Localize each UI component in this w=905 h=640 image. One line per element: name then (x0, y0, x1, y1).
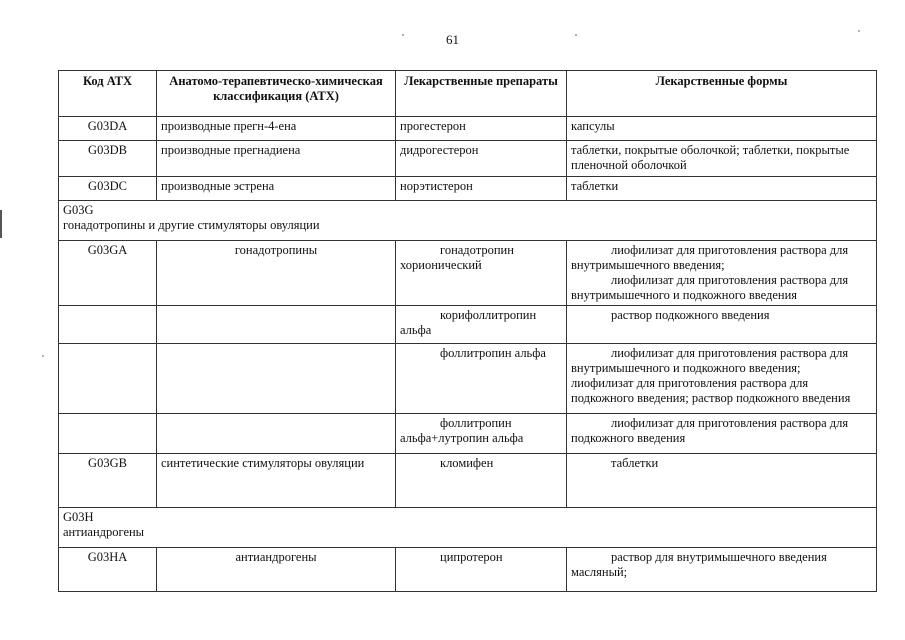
table-row (59, 344, 877, 414)
drug-form: раствор подкожного введения (567, 306, 877, 344)
drug-form-line: лиофилизат для приготовления раствора для внутримышечного введения; (571, 243, 849, 272)
atc-code: G03DC (59, 177, 157, 201)
atc-class: производные эстрена (157, 177, 396, 201)
table-row (59, 414, 877, 454)
drug-name: фоллитропин альфа (396, 344, 567, 414)
drug-form: таблетки (567, 177, 877, 201)
header-forms: Лекарственные формы (567, 71, 877, 117)
atc-class: производные прегнадиена (157, 141, 396, 177)
atc-code: G03HA (59, 548, 157, 592)
atc-code: G03GB (59, 454, 157, 508)
atc-class: гонадотропины (157, 241, 396, 306)
page-number: 61 (446, 32, 459, 47)
drug-name: норэтистерон (396, 177, 567, 201)
empty-cell (157, 344, 396, 414)
atc-table (58, 70, 877, 592)
atc-code: G03DA (59, 117, 157, 141)
empty-cell (157, 414, 396, 454)
table-row (59, 177, 877, 201)
drug-form-line: лиофилизат для приготовления раствора для внутримышечного и подкожного введения (571, 273, 849, 302)
section-code: G03G (63, 203, 94, 217)
section-row (59, 508, 877, 548)
atc-code: G03GA (59, 241, 157, 306)
drug-name: корифоллитропин альфа (396, 306, 567, 344)
atc-class: синтетические стимуляторы овуляции (157, 454, 396, 508)
drug-form: капсулы (567, 117, 877, 141)
section-code: G03H (63, 510, 94, 524)
section-title: гонадотропины и другие стимуляторы овуляции (63, 218, 320, 232)
section-title: антиандрогены (63, 525, 145, 539)
section-header (59, 201, 877, 241)
empty-cell (157, 306, 396, 344)
drug-name: прогестерон (396, 117, 567, 141)
table-row (59, 117, 877, 141)
section-header (59, 508, 877, 548)
scan-speck (858, 30, 860, 32)
drug-form: таблетки, покрытые оболочкой; таблетки, покрытые пленочной оболочкой (567, 141, 877, 177)
table-row (59, 241, 877, 306)
drug-name: дидрогестерон (396, 141, 567, 177)
drug-form: лиофилизат для приготовления раствора для подкожного введения (567, 414, 877, 454)
table-row (59, 141, 877, 177)
header-row (59, 71, 877, 117)
header-classification: Анатомо-терапевтическо-химическая классификация (АТХ) (157, 71, 396, 117)
drug-form: раствор для внутримышечного введения масляный; (567, 548, 877, 592)
drug-name: гонадотропин хорионический (396, 241, 567, 306)
drug-name: ципротерон (396, 548, 567, 592)
drug-form (567, 241, 877, 306)
table-row (59, 548, 877, 592)
drug-form-line: лиофилизат для приготовления раствора для внутримышечного и подкожного введения; (571, 346, 849, 375)
table-row (59, 454, 877, 508)
empty-cell (59, 344, 157, 414)
drug-name: кломифен (396, 454, 567, 508)
atc-class: производные прегн-4-ена (157, 117, 396, 141)
drug-form (567, 344, 877, 414)
empty-cell (59, 306, 157, 344)
scan-speck (42, 355, 44, 357)
atc-code: G03DB (59, 141, 157, 177)
table-row (59, 306, 877, 344)
empty-cell (59, 414, 157, 454)
header-code: Код АТХ (59, 71, 157, 117)
header-drugs: Лекарственные препараты (396, 71, 567, 117)
atc-class: антиандрогены (157, 548, 396, 592)
scan-speck (402, 34, 404, 36)
drug-form-line: лиофилизат для приготовления раствора для подкожного введения; раствор подкожного введения (571, 376, 851, 405)
drug-name: фоллитропин альфа+лутропин альфа (396, 414, 567, 454)
section-row (59, 201, 877, 241)
drug-form: таблетки (567, 454, 877, 508)
scan-speck (575, 34, 577, 36)
page-edge-mark (0, 210, 2, 238)
